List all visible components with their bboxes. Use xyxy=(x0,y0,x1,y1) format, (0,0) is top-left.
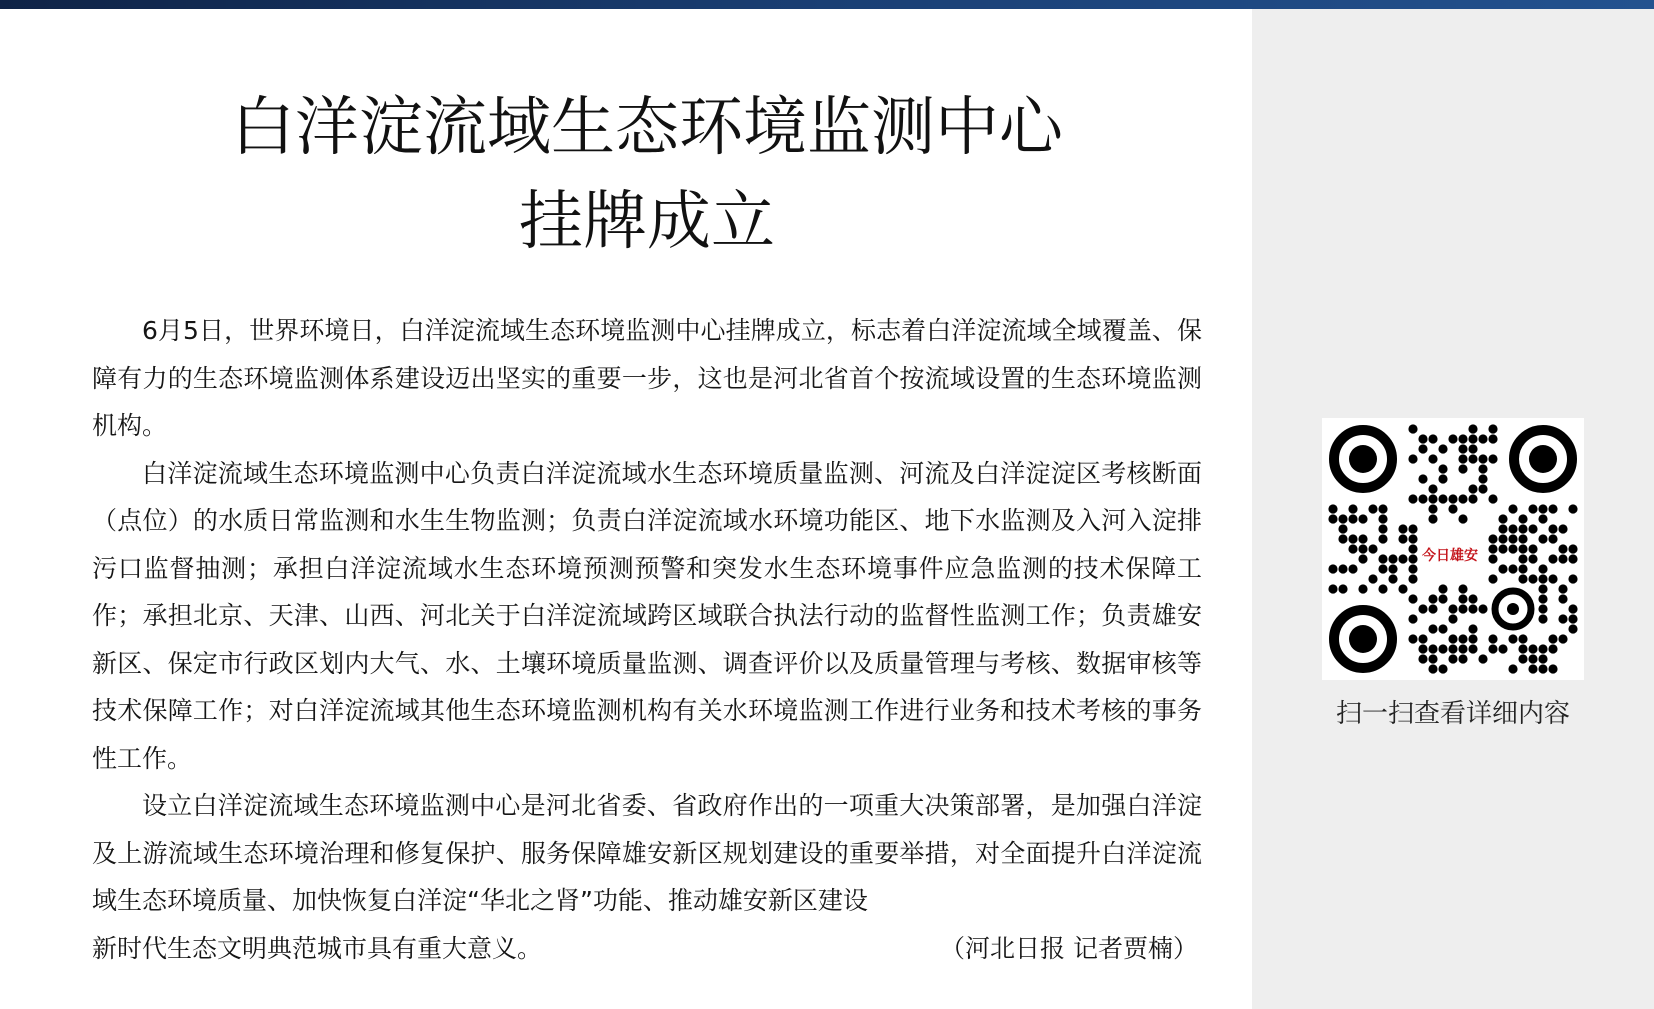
qr-module xyxy=(1348,534,1357,543)
qr-module xyxy=(1518,654,1527,663)
qr-module xyxy=(1458,594,1467,603)
article xyxy=(92,9,1202,972)
qr-module xyxy=(1328,504,1337,513)
qr-module xyxy=(1428,514,1437,523)
qr-module xyxy=(1488,494,1497,503)
qr-module xyxy=(1328,564,1337,573)
qr-module xyxy=(1428,484,1437,493)
qr-module xyxy=(1448,604,1457,613)
qr-module xyxy=(1418,654,1427,663)
qr-finder-dot xyxy=(1529,445,1557,473)
qr-module xyxy=(1488,454,1497,463)
qr-module xyxy=(1408,594,1417,603)
qr-module xyxy=(1488,534,1497,543)
qr-module xyxy=(1438,664,1447,673)
qr-module xyxy=(1558,584,1567,593)
qr-module xyxy=(1528,504,1537,513)
qr-module xyxy=(1458,464,1467,473)
qr-module xyxy=(1368,574,1377,583)
qr-module xyxy=(1478,464,1487,473)
qr-module xyxy=(1408,614,1417,623)
qr-module xyxy=(1438,584,1447,593)
qr-module xyxy=(1468,624,1477,633)
qr-module xyxy=(1518,644,1527,653)
qr-module xyxy=(1508,544,1517,553)
qr-module xyxy=(1488,644,1497,653)
qr-module xyxy=(1548,664,1557,673)
qr-module xyxy=(1438,594,1447,603)
qr-module xyxy=(1378,554,1387,563)
qr-module xyxy=(1538,654,1547,663)
qr-module xyxy=(1478,454,1487,463)
qr-module xyxy=(1368,544,1377,553)
qr-module xyxy=(1508,664,1517,673)
qr-module xyxy=(1378,504,1387,513)
qr-module xyxy=(1458,514,1467,523)
qr-module xyxy=(1478,654,1487,663)
qr-module xyxy=(1338,564,1347,573)
qr-module xyxy=(1568,574,1577,583)
qr-module xyxy=(1428,664,1437,673)
qr-module xyxy=(1338,534,1347,543)
qr-module xyxy=(1558,614,1567,623)
qr-finder-dot xyxy=(1349,625,1377,653)
qr-module xyxy=(1468,634,1477,643)
qr-module xyxy=(1378,524,1387,533)
qr-module xyxy=(1428,624,1437,633)
qr-module xyxy=(1538,504,1547,513)
qr-module xyxy=(1488,544,1497,553)
qr-module xyxy=(1488,574,1497,583)
qr-module xyxy=(1488,434,1497,443)
qr-module xyxy=(1458,444,1467,453)
qr-module xyxy=(1408,574,1417,583)
qr-module xyxy=(1448,614,1457,623)
qr-module xyxy=(1568,544,1577,553)
qr-module xyxy=(1468,494,1477,503)
qr-module xyxy=(1428,434,1437,443)
qr-module xyxy=(1558,544,1567,553)
qr-module xyxy=(1398,584,1407,593)
qr-module xyxy=(1418,444,1427,453)
article-credit: （河北日报 记者贾楠） xyxy=(940,933,1198,963)
qr-module xyxy=(1548,634,1557,643)
qr-module xyxy=(1438,444,1447,453)
qr-module xyxy=(1498,544,1507,553)
qr-module xyxy=(1418,644,1427,653)
qr-module xyxy=(1458,634,1467,643)
qr-module xyxy=(1378,514,1387,523)
qr-module xyxy=(1408,424,1417,433)
qr-module xyxy=(1458,494,1467,503)
qr-module xyxy=(1418,434,1427,443)
qr-module xyxy=(1568,624,1577,633)
qr-module xyxy=(1328,584,1337,593)
qr-module xyxy=(1508,524,1517,533)
qr-module xyxy=(1508,534,1517,543)
qr-module xyxy=(1538,664,1547,673)
article-paragraph-1: 6月5日，世界环境日，白洋淀流域生态环境监测中心挂牌成立，标志着白洋淀流域全域覆盖、保障有力的生态环境监测体系建设迈出坚实的重要一步，这也是河北省首个按流域设置的生态环境监测机构。 xyxy=(92,316,1202,440)
qr-module xyxy=(1498,644,1507,653)
qr-module xyxy=(1518,574,1527,583)
qr-module xyxy=(1548,644,1557,653)
qr-module xyxy=(1508,504,1517,513)
qr-module xyxy=(1528,654,1537,663)
qr-module xyxy=(1538,594,1547,603)
qr-module xyxy=(1498,514,1507,523)
qr-module xyxy=(1378,584,1387,593)
qr-module xyxy=(1518,524,1527,533)
qr-module xyxy=(1538,604,1547,613)
qr-module xyxy=(1538,564,1547,573)
headline-line-1: 白洋淀流域生态环境监测中心 xyxy=(231,91,1063,165)
qr-module xyxy=(1538,514,1547,523)
qr-module xyxy=(1478,484,1487,493)
qr-module xyxy=(1358,514,1367,523)
qr-module xyxy=(1568,604,1577,613)
qr-module xyxy=(1388,574,1397,583)
qr-module xyxy=(1438,644,1447,653)
qr-alignment-dot xyxy=(1507,603,1519,615)
qr-module xyxy=(1528,574,1537,583)
qr-module xyxy=(1348,514,1357,523)
qr-module xyxy=(1528,644,1537,653)
qr-module xyxy=(1538,614,1547,623)
qr-module xyxy=(1438,624,1447,633)
qr-module xyxy=(1348,564,1357,573)
article-headline xyxy=(92,81,1202,269)
headline-line-2: 挂牌成立 xyxy=(519,185,775,259)
qr-module xyxy=(1508,634,1517,643)
qr-module xyxy=(1458,434,1467,443)
qr-module xyxy=(1378,534,1387,543)
qr-module xyxy=(1558,634,1567,643)
qr-module xyxy=(1468,444,1477,453)
qr-module xyxy=(1458,454,1467,463)
qr-module xyxy=(1468,424,1477,433)
qr-module xyxy=(1428,644,1437,653)
qr-module xyxy=(1488,554,1497,563)
qr-module xyxy=(1418,494,1427,503)
qr-module xyxy=(1418,474,1427,483)
qr-finder-dot xyxy=(1349,445,1377,473)
qr-module xyxy=(1348,504,1357,513)
qr-module xyxy=(1368,504,1377,513)
qr-module xyxy=(1448,644,1457,653)
qr-module xyxy=(1458,644,1467,653)
qr-module xyxy=(1398,524,1407,533)
qr-caption: 扫一扫查看详细内容 xyxy=(1335,699,1570,729)
article-paragraph-3: 设立白洋淀流域生态环境监测中心是河北省委、省政府作出的一项重大决策部署，是加强白洋淀及上游流域生态环境治理和修复保护、服务保障雄安新区规划建设的重要举措，对全面提升白洋淀流域生态环境质量、加快恢复白洋淀“华北之肾”功能、推动雄安新区建设 xyxy=(92,791,1202,915)
qr-module xyxy=(1408,524,1417,533)
qr-module xyxy=(1468,434,1477,443)
qr-module xyxy=(1468,484,1477,493)
qr-module xyxy=(1438,464,1447,473)
qr-module xyxy=(1548,524,1557,533)
qr-module xyxy=(1518,564,1527,573)
qr-module xyxy=(1558,524,1567,533)
qr-module xyxy=(1358,584,1367,593)
qr-module xyxy=(1428,454,1437,463)
article-paragraph-2: 白洋淀流域生态环境监测中心负责白洋淀流域水生态环境质量监测、河流及白洋淀淀区考核断面（点位）的水质日常监测和水生生物监测；负责白洋淀流域水环境功能区、地下水监测及入河入淀排污口监督抽测；承担白洋淀流域水生态环境预测预警和突发水生态环境事件应急监测的技术保障工作；承担北京、天津、山西、河北关于白洋淀流域跨区域联合执法行动的监督性监测工作；负责雄安新区、保定市行政区划内大气、水、土壤环境质量监测、调查评价以及质量管理与考核、数据审核等技术保障工作；对白洋淀流域其他生态环境监测机构有关水环境监测工作进行业务和技术考核的事务性工作。 xyxy=(92,458,1202,773)
qr-module xyxy=(1408,544,1417,553)
qr-module xyxy=(1428,654,1437,663)
qr-module xyxy=(1468,454,1477,463)
qr-module xyxy=(1538,644,1547,653)
qr-module xyxy=(1448,504,1457,513)
qr-module xyxy=(1478,604,1487,613)
qr-module xyxy=(1398,554,1407,563)
article-paragraph-3-end: 新时代生态文明典范城市具有重大意义。 xyxy=(92,933,543,963)
qr-module xyxy=(1408,534,1417,543)
qr-module xyxy=(1428,594,1437,603)
qr-module xyxy=(1488,424,1497,433)
qr-module xyxy=(1558,594,1567,603)
qr-module xyxy=(1458,654,1467,663)
qr-module xyxy=(1438,494,1447,503)
qr-module xyxy=(1408,554,1417,563)
qr-module xyxy=(1448,634,1457,643)
qr-module xyxy=(1568,554,1577,563)
qr-module xyxy=(1408,494,1417,503)
qr-module xyxy=(1428,604,1437,613)
qr-module xyxy=(1358,534,1367,543)
qr-module xyxy=(1438,474,1447,483)
qr-module xyxy=(1498,534,1507,543)
qr-module xyxy=(1408,454,1417,463)
qr-module xyxy=(1518,634,1527,643)
qr-module xyxy=(1338,584,1347,593)
qr-module xyxy=(1548,534,1557,543)
qr-module xyxy=(1568,504,1577,513)
qr-module xyxy=(1328,514,1337,523)
qr-module xyxy=(1468,594,1477,603)
qr-module xyxy=(1358,554,1367,563)
qr-module xyxy=(1528,524,1537,533)
qr-module xyxy=(1428,494,1437,503)
qr-module xyxy=(1458,584,1467,593)
qr-module xyxy=(1408,634,1417,643)
qr-module xyxy=(1558,554,1567,563)
qr-code[interactable] xyxy=(1322,418,1584,680)
qr-logo xyxy=(1418,532,1482,578)
qr-module xyxy=(1338,524,1347,533)
qr-module xyxy=(1458,604,1467,613)
qr-module xyxy=(1478,474,1487,483)
qr-logo-text: 今日雄安 xyxy=(1422,548,1478,564)
qr-module xyxy=(1518,554,1527,563)
qr-module xyxy=(1468,644,1477,653)
qr-module xyxy=(1378,564,1387,573)
qr-module xyxy=(1448,494,1457,503)
qr-module xyxy=(1468,604,1477,613)
qr-module xyxy=(1568,614,1577,623)
qr-module xyxy=(1528,664,1537,673)
qr-module xyxy=(1428,504,1437,513)
qr-module xyxy=(1518,534,1527,543)
qr-module xyxy=(1448,434,1457,443)
qr-module xyxy=(1498,564,1507,573)
qr-module xyxy=(1518,544,1527,553)
qr-module xyxy=(1358,544,1367,553)
qr-module xyxy=(1528,544,1537,553)
qr-module xyxy=(1508,564,1517,573)
top-accent-bar xyxy=(0,0,1654,9)
qr-module xyxy=(1518,514,1527,523)
qr-module xyxy=(1448,654,1457,663)
article-body xyxy=(92,307,1202,972)
qr-module xyxy=(1488,634,1497,643)
qr-module xyxy=(1418,604,1427,613)
qr-module xyxy=(1548,504,1557,513)
qr-module xyxy=(1528,554,1537,563)
qr-module xyxy=(1418,634,1427,643)
qr-module xyxy=(1388,554,1397,563)
qr-module xyxy=(1478,434,1487,443)
qr-module xyxy=(1398,534,1407,543)
qr-module xyxy=(1348,544,1357,553)
qr-module xyxy=(1548,574,1557,583)
qr-module xyxy=(1538,574,1547,583)
qr-module xyxy=(1548,554,1557,563)
qr-module xyxy=(1538,534,1547,543)
qr-module xyxy=(1338,514,1347,523)
article-closing-line xyxy=(92,925,1202,973)
qr-module xyxy=(1498,524,1507,533)
qr-module xyxy=(1388,564,1397,573)
qr-module xyxy=(1408,564,1417,573)
qr-module xyxy=(1538,584,1547,593)
